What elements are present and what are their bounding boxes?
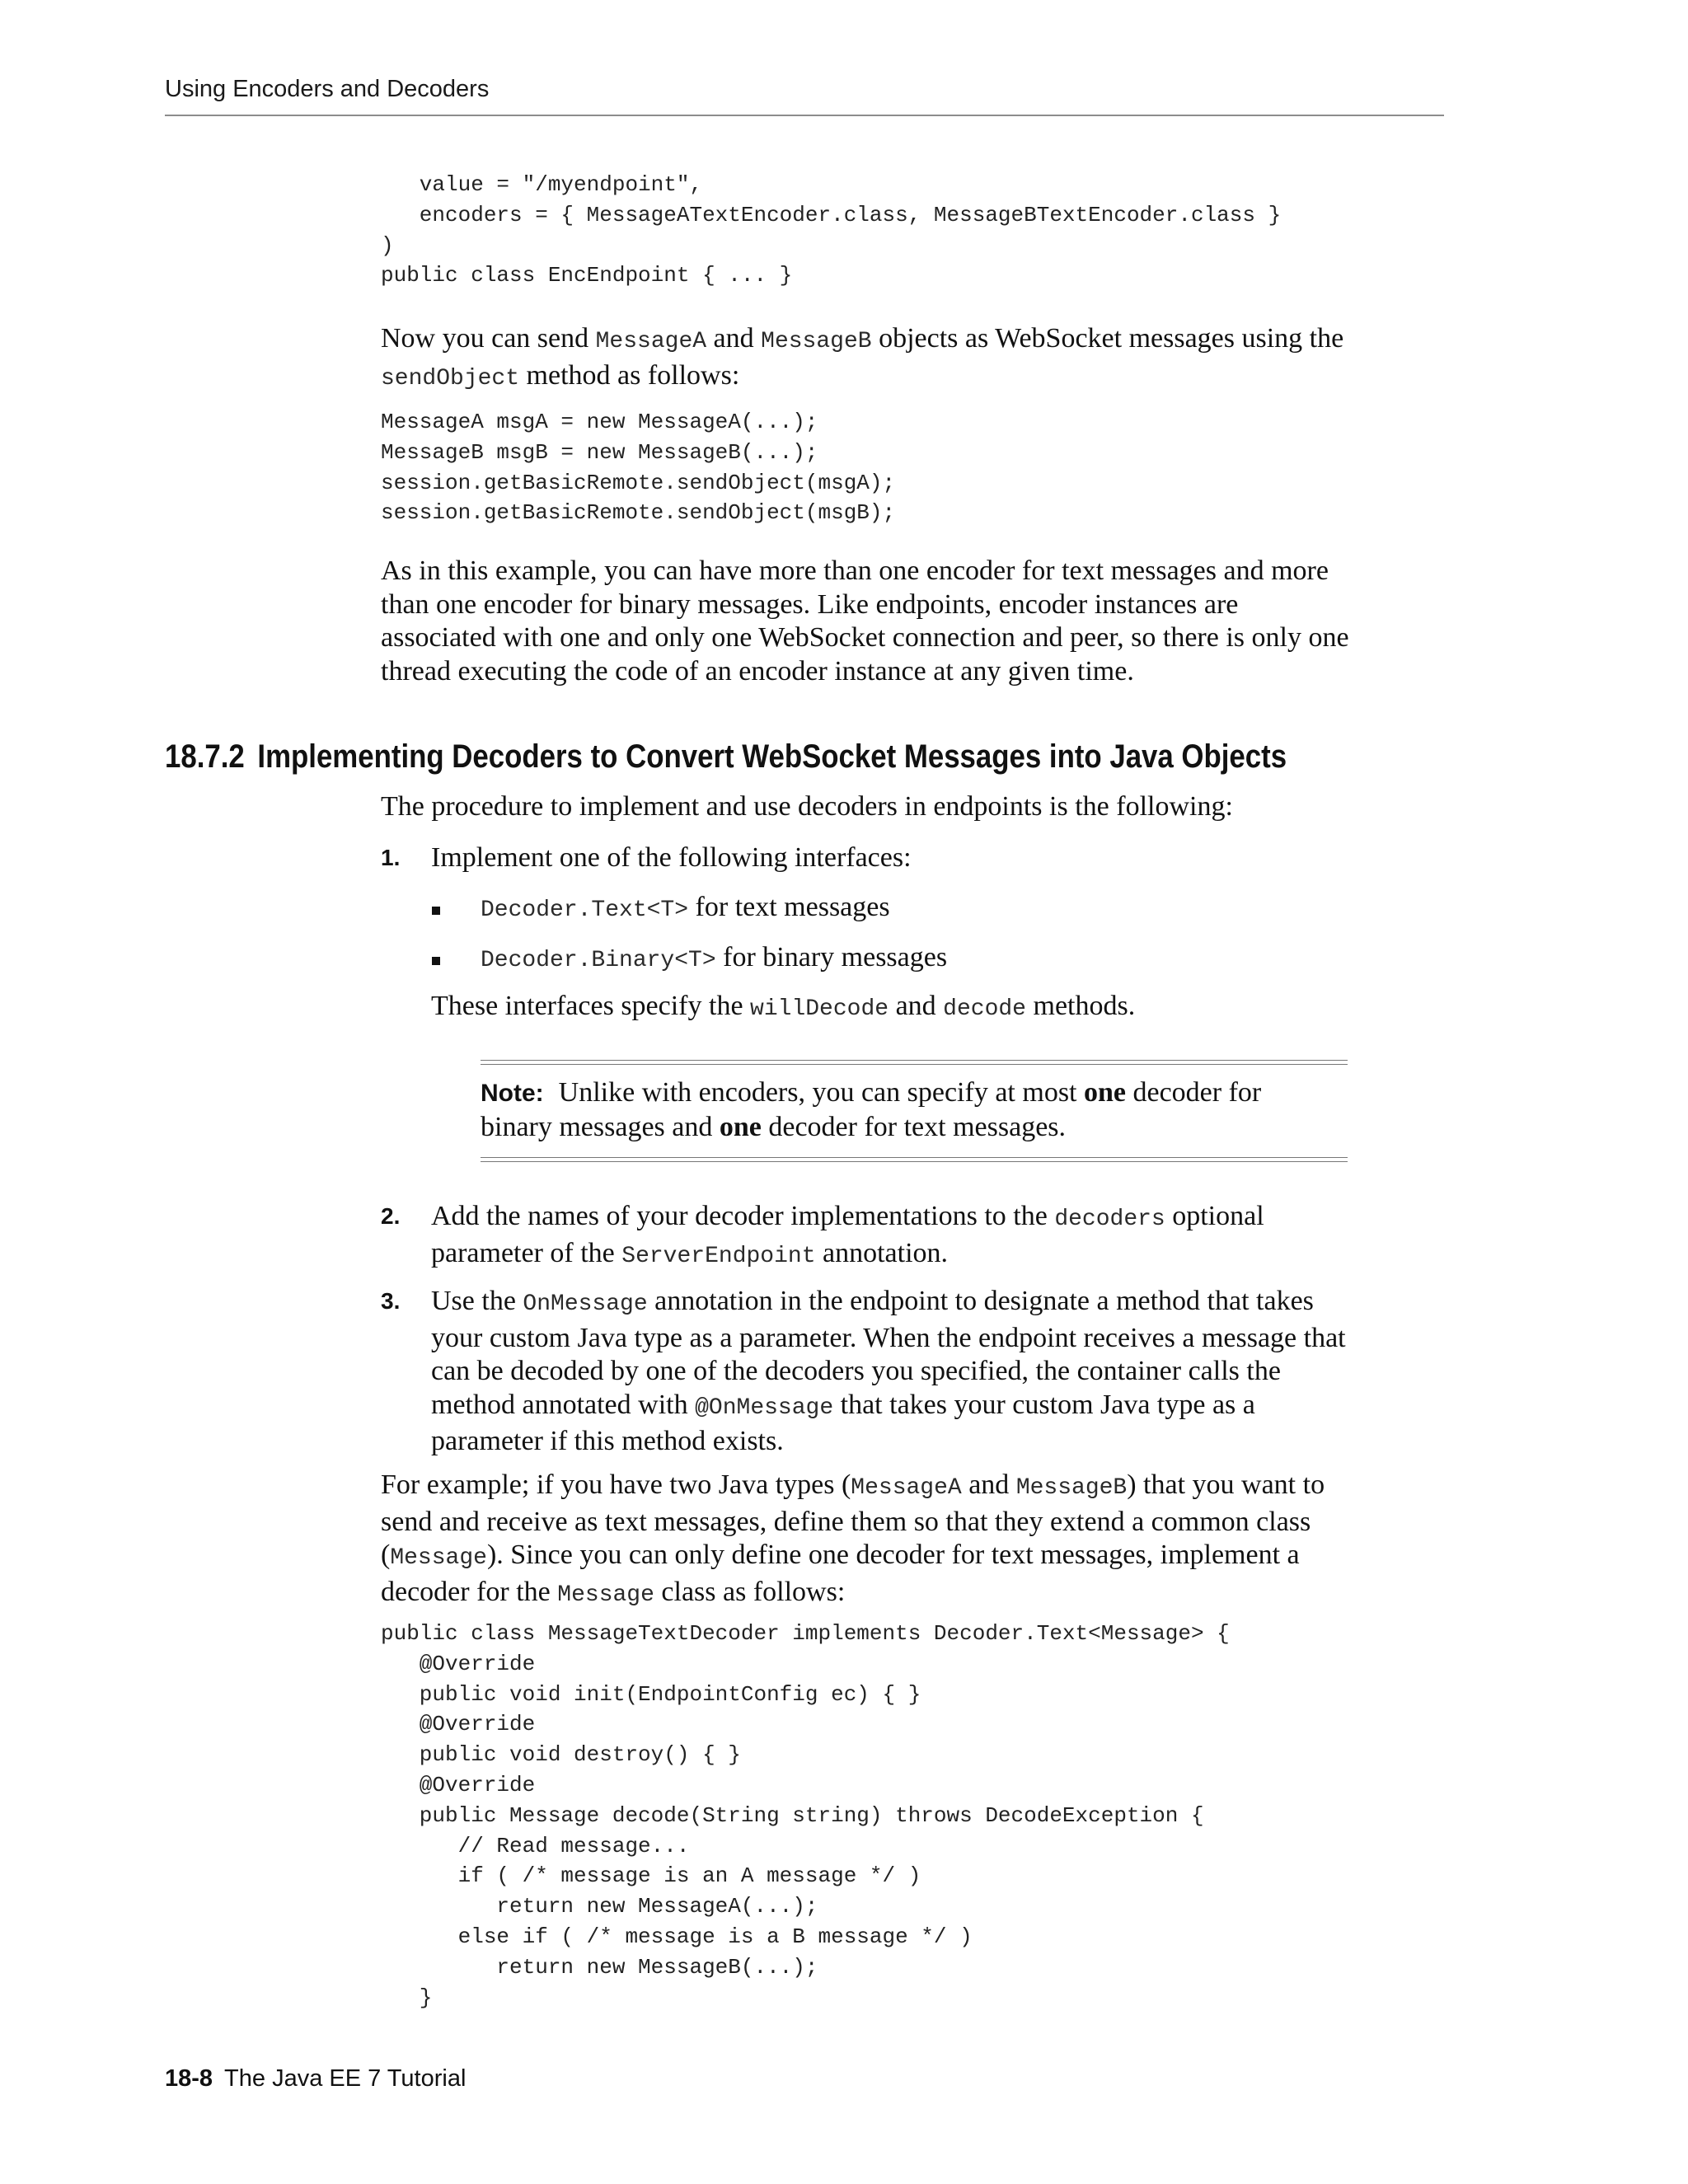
step-2-text: Add the names of your decoder implementations to the decoders optional parameter of the ServerEndpoint annotation. [431,1201,1264,1269]
code-block-encoders: value = "/myendpoint", encoders = { MessageATextEncoder.class, MessageBTextEncoder.class } ) public class EncEndpoint { ... } [381,172,1282,288]
step-3-text: Use the OnMessage annotation in the endpoint to designate a method that takes your custom Java type as a parameter. When the endpoint receives a message that can be decoded by one of the decoders you specified, the container calls the method annotated with @OnMessage that takes your custom Java type as a parameter if this method exists. [431,1286,1346,1456]
step-3-number: 3. [381,1288,401,1314]
step-1-followup: These interfaces specify the willDecode and decode methods. [431,991,1136,1022]
book-title: The Java EE 7 Tutorial [224,2065,467,2092]
bullet-decoder-binary: Decoder.Binary<T> for binary messages [481,942,948,973]
section-title: Implementing Decoders to Convert WebSocket Messages into Java Objects [257,738,1287,775]
note-box: Note: Unlike with encoders, you can specify at most one decoder for binary messages and one decoder for text messages. [481,1077,1262,1142]
paragraph-procedure-intro: The procedure to implement and use decoders in endpoints is the following: [381,791,1233,822]
bullet-decoder-text: Decoder.Text<T> for text messages [481,892,890,923]
code-block-decoder: public class MessageTextDecoder implements Decoder.Text<Message> { @Override public void init(EndpointConfig ec) { } @Override public void destroy() { } @Override public Message decode(String string) throws DecodeException { // Read message... if ( /* message is an A message */ ) return new MessageA(...); else if ( /* message is a B message */ ) return new MessageB(...); } [381,1621,1230,2010]
section-heading [165,738,1287,776]
paragraph-send-object: Now you can send MessageA and MessageB objects as WebSocket messages using the sendObject method as follows: [381,323,1344,391]
code-block-send-object: MessageA msgA = new MessageA(...); MessageB msgB = new MessageB(...); session.getBasicRemote.sendObject(msgA); session.getBasicRemote.sendObject(msgB); [381,410,896,526]
bullet-icon [432,907,440,915]
paragraph-encoder-instances: As in this example, you can have more than one encoder for text messages and more than one encoder for binary messages. Like endpoints, encoder instances are associated with one and only one WebSocket connection and peer, so there is only one thread executing the code of an encoder instance at any given time. [381,555,1349,687]
page-number: 18-8 [165,2065,213,2092]
note-label: Note: [481,1080,544,1107]
running-header: Using Encoders and Decoders [165,76,490,102]
step-2-number: 2. [381,1203,401,1229]
section-number: 18.7.2 [165,738,245,775]
page-footer [165,2065,466,2093]
step-1-text: Implement one of the following interfaces: [431,842,912,873]
note-top-rule [481,1060,1348,1065]
bullet-icon [432,957,440,965]
step-1-number: 1. [381,845,401,870]
header-rule [165,115,1444,116]
paragraph-decoder-example: For example; if you have two Java types (MessageA and MessageB) that you want to send and receive as text messages, define them so that they extend a common class (Message). Since you can only define one decoder for text messages, implement a decoder for the Message class as follows: [381,1469,1325,1608]
note-bottom-rule [481,1157,1348,1162]
